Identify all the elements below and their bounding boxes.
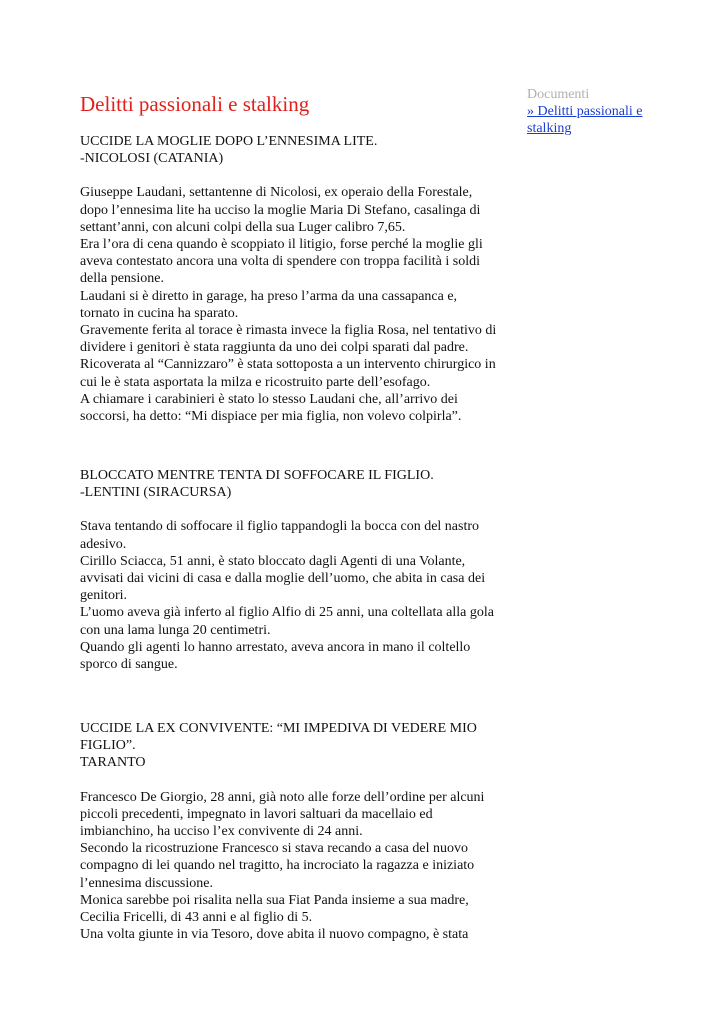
sidebar-link-line: » Delitti passionali e [527,104,643,119]
body-line: piccoli precedenti, impegnato in lavori saltuari da macellaio ed [80,806,433,822]
body-line: imbianchino, ha ucciso l’ex convivente di 24 anni. [80,824,363,840]
body-line: Stava tentando di soffocare il figlio tappandogli la bocca con del nastro [80,519,480,535]
body-line: Francesco De Giorgio, 28 anni, già noto alle forze dell’ordine per alcuni [80,789,485,805]
article-body [80,789,520,944]
heading-line: BLOCCATO MENTRE TENTA DI SOFFOCARE IL FIGLIO. [80,468,434,483]
body-line: Cirillo Sciacca, 51 anni, è stato bloccato dagli Agenti di una Volante, [80,553,466,569]
body-line: tornato in cucina ha sparato. [80,305,239,321]
page-title: Delitti passionali e stalking [80,92,310,116]
heading-line: FIGLIO”. [80,738,136,754]
article-body [80,518,520,673]
body-line: Era l’ora di cena quando è scoppiato il litigio, forse perché la moglie gli [80,237,483,253]
body-line: avvisati dai vicini di casa e dalla moglie dell’uomo, che abita in casa dei [80,571,486,587]
body-line: cui le è stata asportata la milza e ricostruito parte dell’esofago. [80,374,431,390]
body-line: genitori. [80,588,128,604]
article-body [80,184,520,425]
body-line: Una volta giunte in via Tesoro, dove abita il nuovo compagno, è stata [80,927,469,943]
sidebar-document-link[interactable] [527,103,667,137]
sidebar-link-line: stalking [527,121,572,136]
body-line: Gravemente ferita al torace è rimasta invece la figlia Rosa, nel tentativo di [80,323,497,339]
body-line: Laudani si è diretto in garage, ha preso l’arma da una cassapanca e, [80,288,458,304]
article-heading [80,467,520,501]
article-1 [80,133,520,425]
article-heading [80,720,520,772]
body-line: aveva contestato ancora una volta di spendere con troppa facilità i soldi [80,254,481,270]
body-line: l’ennesima discussione. [80,875,213,891]
heading-line: UCCIDE LA MOGLIE DOPO L’ENNESIMA LITE. [80,134,378,149]
body-line: Cecilia Fricelli, di 43 anni e al figlio di 5. [80,910,313,926]
heading-line: -NICOLOSI (CATANIA) [80,151,224,167]
body-line: Secondo la ricostruzione Francesco si stava recando a casa del nuovo [80,841,468,857]
heading-line: -LENTINI (SIRACURSA) [80,485,232,501]
body-line: dividere i genitori è stata raggiunta da uno dei colpi sparati dal padre. [80,340,469,356]
body-line: Quando gli agenti lo hanno arrestato, aveva ancora in mano il coltello [80,639,471,655]
body-line: Ricoverata al “Cannizzaro” è stata sottoposta a un intervento chirurgico in [80,357,496,373]
body-line: Giuseppe Laudani, settantenne di Nicolosi, ex operaio della Forestale, [80,185,473,201]
body-line: sporco di sangue. [80,657,178,673]
body-line: con una lama lunga 20 centimetri. [80,622,271,638]
article-3 [80,720,520,943]
body-line: adesivo. [80,536,127,552]
heading-line: UCCIDE LA EX CONVIVENTE: “MI IMPEDIVA DI VEDERE MIO [80,721,477,736]
heading-line: TARANTO [80,755,146,771]
body-line: della pensione. [80,271,164,287]
article-2 [80,467,520,673]
body-line: dopo l’ennesima lite ha ucciso la moglie Maria Di Stefano, casalinga di [80,202,481,218]
body-line: Monica sarebbe poi risalita nella sua Fiat Panda insieme a sua madre, [80,892,469,908]
sidebar [527,86,667,137]
body-line: A chiamare i carabinieri è stato lo stesso Laudani che, all’arrivo dei [80,391,458,407]
article-heading [80,133,520,167]
body-line: soccorsi, ha detto: “Mi dispiace per mia figlia, non volevo colpirla”. [80,409,462,425]
body-line: settant’anni, con alcuni colpi della sua Luger calibro 7,65. [80,219,406,235]
body-line: compagno di lei quando nel tragitto, ha incrociato la ragazza e iniziato [80,858,475,874]
body-line: L’uomo aveva già inferto al figlio Alfio di 25 anni, una coltellata alla gola [80,605,494,621]
sidebar-label: Documenti [527,87,590,102]
